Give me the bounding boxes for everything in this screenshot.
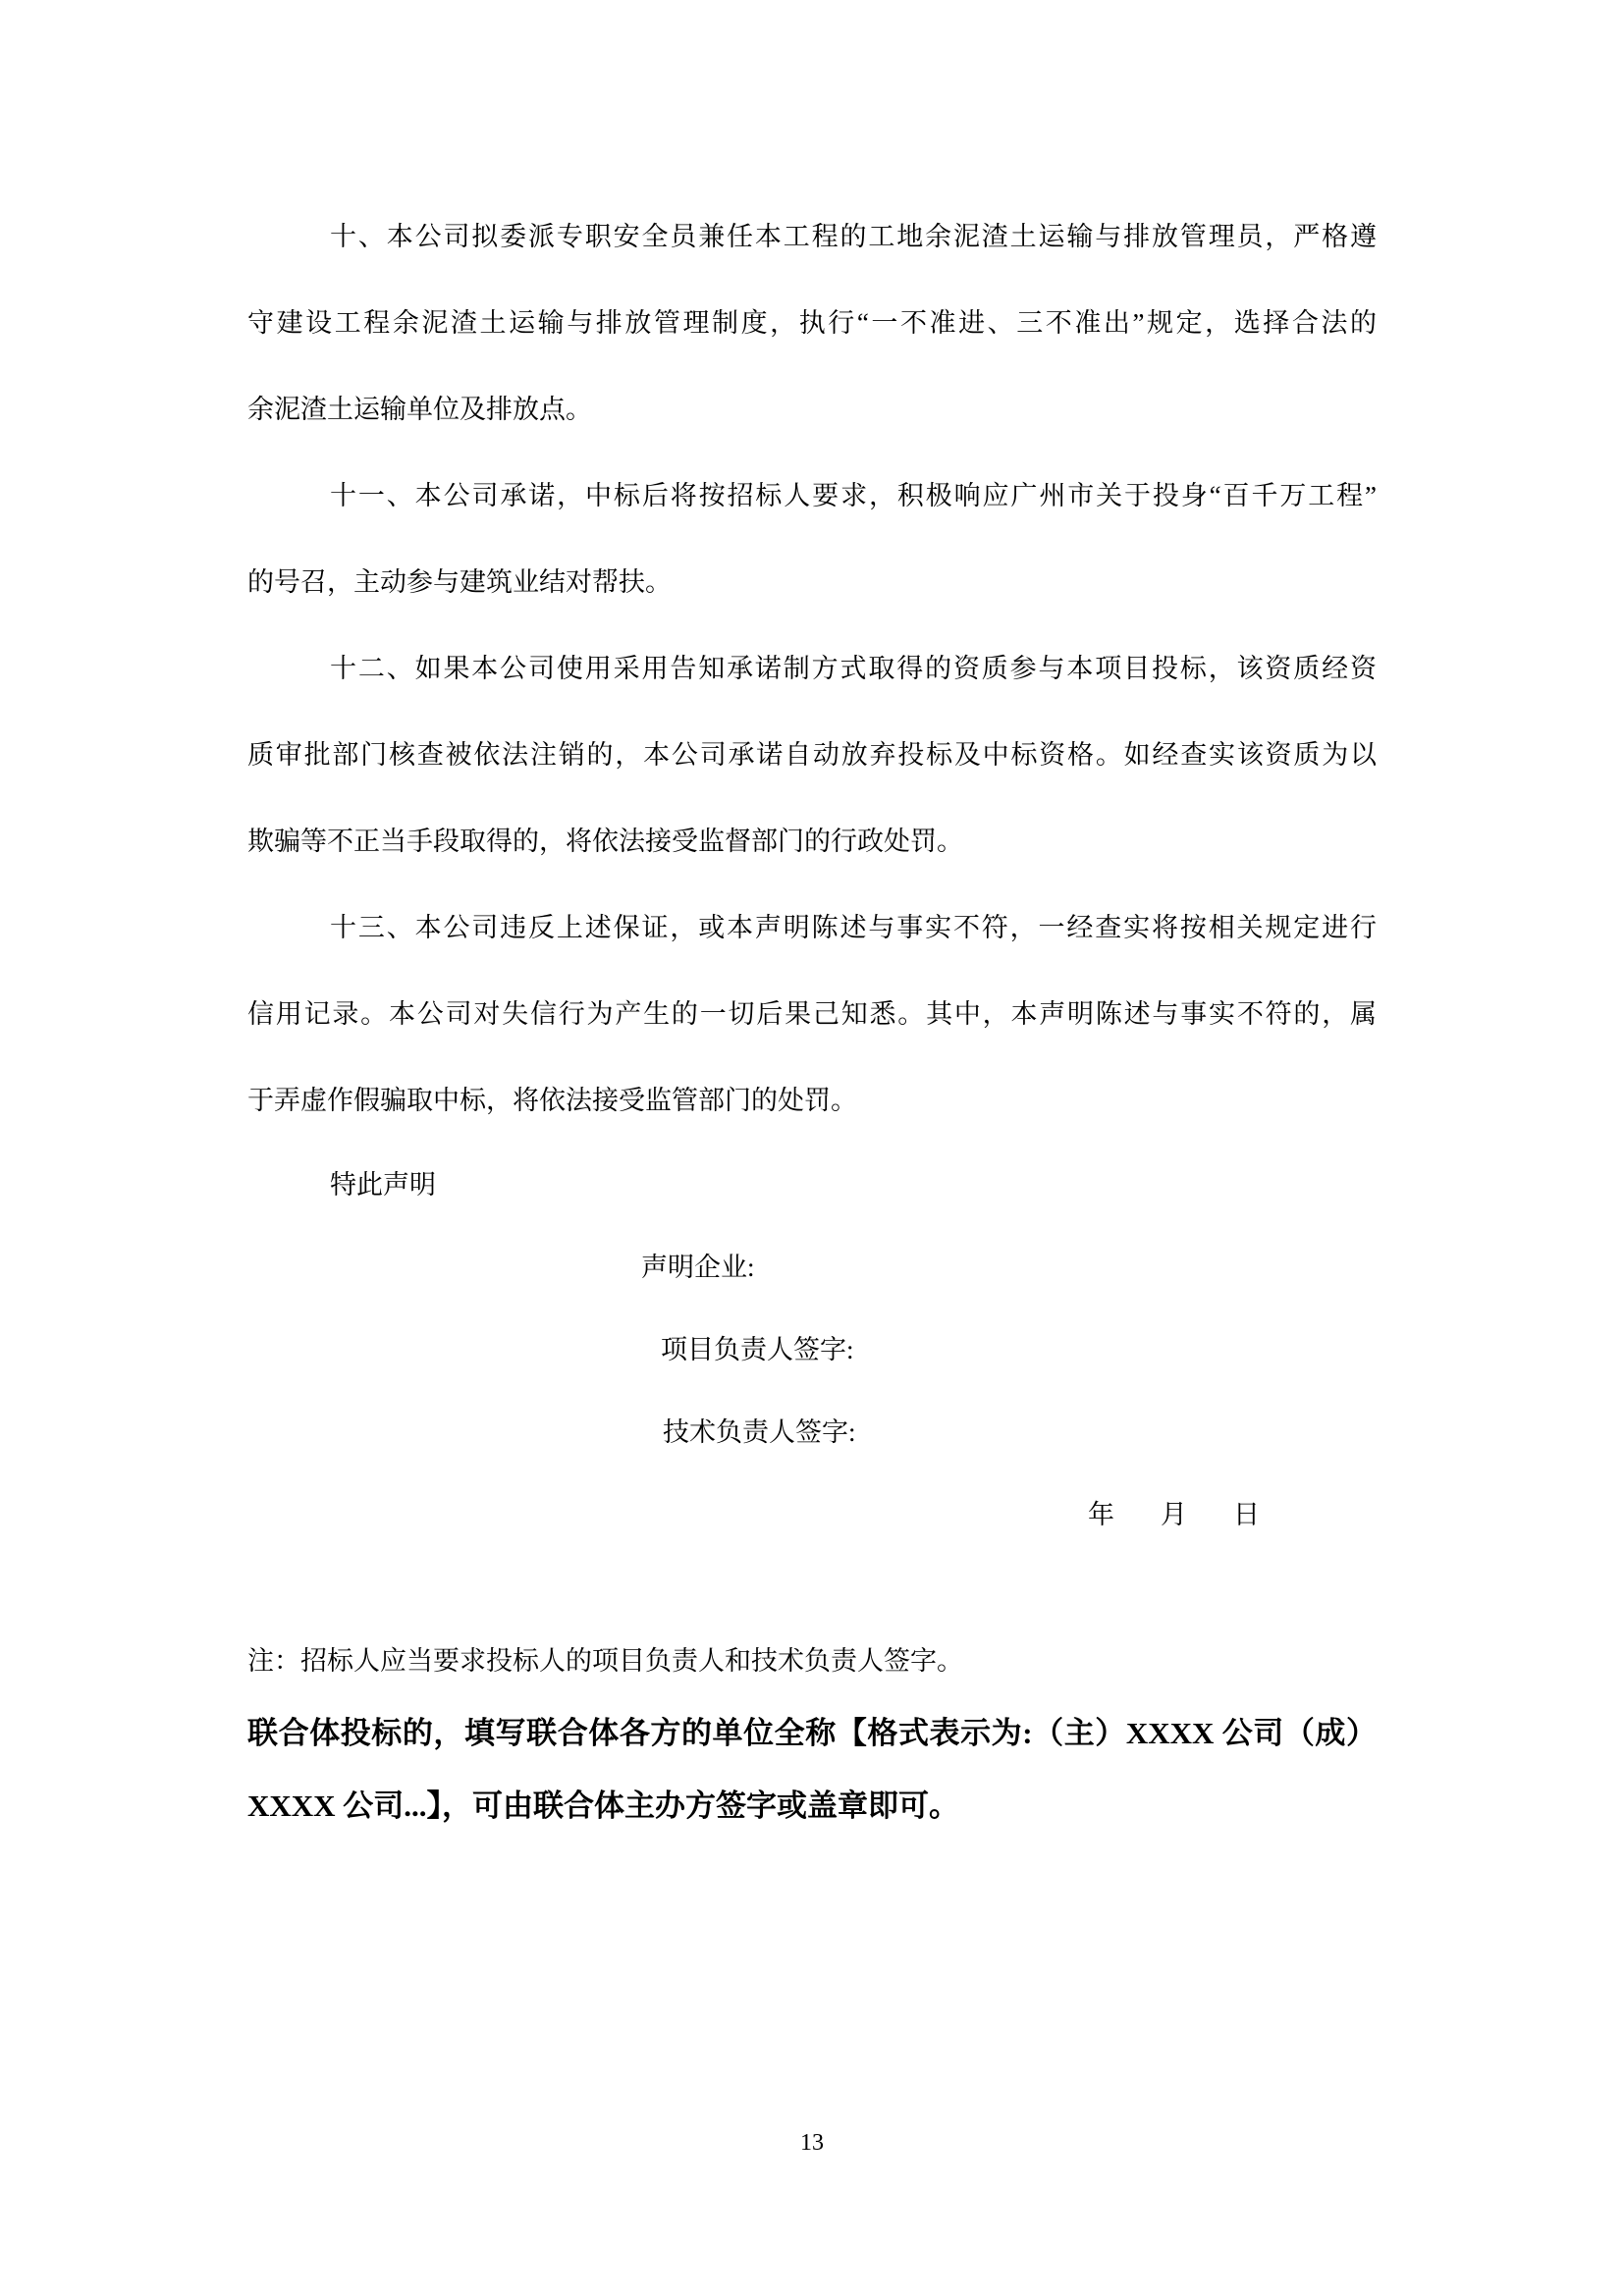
closing-statement: 特此声明 — [330, 1170, 436, 1200]
clause-eleven-line-1: 十一、本公司承诺，中标后将按招标人要求，积极响应广州市关于投身“百千万工程” — [330, 481, 1377, 510]
clause-twelve-line-1: 十二、如果本公司使用采用告知承诺制方式取得的资质参与本项目投标，该资质经资 — [330, 654, 1377, 683]
document-body — [247, 193, 1377, 1842]
clause-twelve-paragraph — [247, 625, 1377, 884]
clause-ten-line-1: 十、本公司拟委派专职安全员兼任本工程的工地余泥渣土运输与排放管理员，严格遵 — [330, 222, 1377, 251]
note-line: 注：招标人应当要求投标人的项目负责人和技术负责人签字。 — [247, 1646, 963, 1676]
joint-venture-note-line-2: XXXX 公司...】，可由联合体主办方签字或盖章即可。 — [247, 1789, 960, 1823]
project-manager-signature-label: 项目负责人签字: — [661, 1335, 854, 1364]
clause-twelve-line-2: 质审批部门核查被依法注销的，本公司承诺自动放弃投标及中标资格。如经查实该资质为以 — [247, 740, 1377, 770]
clause-thirteen-line-3: 于弄虚作假骗取中标，将依法接受监管部门的处罚。 — [247, 1086, 857, 1115]
technical-manager-signature-label: 技术负责人签字: — [663, 1417, 856, 1447]
clause-eleven-paragraph — [247, 453, 1377, 625]
clause-ten-paragraph — [247, 193, 1377, 453]
clause-thirteen-paragraph — [247, 884, 1377, 1144]
date-line: 年 月 日 — [1088, 1500, 1270, 1529]
clause-thirteen-line-1: 十三、本公司违反上述保证，或本声明陈述与事实不符，一经查实将按相关规定进行 — [330, 913, 1377, 942]
clause-ten-line-3: 余泥渣土运输单位及排放点。 — [247, 395, 592, 424]
closing-block — [247, 1144, 1377, 1556]
joint-venture-note-line-1: 联合体投标的，填写联合体各方的单位全称【格式表示为:（主）XXXX 公司（成） — [247, 1716, 1377, 1750]
clause-twelve-line-3: 欺骗等不正当手段取得的，将依法接受监督部门的行政处罚。 — [247, 827, 963, 856]
clause-ten-line-2: 守建设工程余泥渣土运输与排放管理制度，执行“一不准进、三不准出”规定，选择合法的 — [247, 308, 1377, 338]
clause-thirteen-line-2: 信用记录。本公司对失信行为产生的一切后果己知悉。其中，本声明陈述与事实不符的，属 — [247, 999, 1377, 1029]
declaring-company-label: 声明企业: — [641, 1253, 755, 1282]
page-number: 13 — [800, 2130, 824, 2156]
clause-eleven-line-2: 的号召，主动参与建筑业结对帮扶。 — [247, 567, 672, 597]
joint-venture-note — [247, 1697, 1377, 1842]
